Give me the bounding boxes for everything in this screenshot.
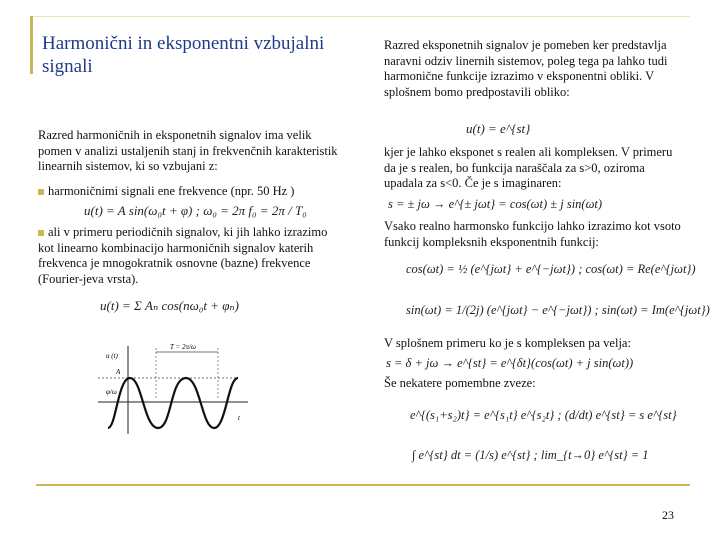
right-formula-exponential: u(t) = e^{st}	[466, 121, 531, 136]
graph-xlabel: t	[238, 414, 240, 422]
left-bullet-1	[38, 184, 353, 200]
right-formula-integral-limit: ∫ e^{st} dt = (1/s) e^{st} ; lim_{t→0} e^{st} = 1	[412, 448, 649, 462]
right-formula-sin: sin(ωt) = 1/(2j) (e^{jωt} − e^{−jωt}) ; sin(ωt) = Im(e^{jωt})	[406, 303, 710, 317]
right-paragraph-5: Še nekatere pomembne zveze:	[384, 376, 536, 390]
left-formula-fourier: u(t) = Σ Aₙ cos(nω₀t + φₙ)	[100, 298, 240, 313]
top-rule	[30, 16, 690, 17]
graph-phase-label: φ/ω	[106, 388, 117, 396]
graph-period-label: T = 2π/ω	[170, 343, 196, 351]
left-formula-harmonic: u(t) = A sin(ω₀t + φ) ; ω₀ = 2π f₀ = 2π / T₀	[84, 203, 307, 218]
right-paragraph-1: Razred eksponetnih signalov je pomeben ker predstavlja naravni odziv linernih sistemov, poleg tega pa lahko tudi harmonične funkcije izrazimo v eksponentni obliki. V splošnem bomo predpostavili obliko:	[384, 38, 668, 99]
right-formula-euler: s = ± jω → e^{± jωt} = cos(ωt) ± j sin(ωt)	[388, 197, 603, 211]
title-accent-bar	[30, 16, 33, 74]
sine-wave-graph	[98, 338, 258, 438]
left-bullet-2-text: ali v primeru periodičnih signalov, ki jih lahko izrazimo kot linearno kombinacijo harmoničnih signalov katerih frekvenca je mnogokratnik osnovne (bazne) frekvence (Fourier-jeva vrsta).	[38, 225, 328, 286]
right-paragraph-3: Vsako realno harmonsko funkcijo lahko izrazimo kot vsoto funkcij kompleksnih eksponentnih funkcij:	[384, 219, 681, 249]
bullet-icon	[38, 189, 44, 195]
right-formula-complex-s: s = δ + jω → e^{st} = e^{δt}(cos(ωt) + j sin(ωt))	[386, 356, 634, 370]
slide-title: Harmonični in eksponentni vzbujalni signali	[42, 33, 325, 77]
graph-ylabel: u (t)	[106, 352, 118, 360]
right-formula-product-derivative: e^{(s₁+s₂)t} = e^{s₁t} e^{s₂t} ; (d/dt) e^{st} = s e^{st}	[410, 408, 677, 422]
left-intro-text: Razred harmoničnih in eksponetnih signalov ima velik pomen v analizi ustaljenih stanj in frekvenčnih karakteristik linearnih sistemov, ki so vzbujani z:	[38, 128, 338, 173]
left-bullet-2	[38, 225, 338, 287]
right-formula-cos: cos(ωt) = ½ (e^{jωt} + e^{−jωt}) ; cos(ωt) = Re(e^{jωt})	[406, 262, 696, 276]
right-paragraph-2: kjer je lahko eksponet s realen ali kompleksen. V primeru da je s realen, bo funkcija naraščala za s>0, oziroma upadala za s<0. Če je s imaginaren:	[384, 145, 673, 190]
graph-amp-label: A	[116, 368, 121, 376]
bullet-icon	[38, 230, 44, 236]
page-number: 23	[662, 508, 674, 522]
right-paragraph-4: V splošnem primeru ko je s kompleksen pa velja:	[384, 336, 631, 350]
footer-rule	[36, 484, 690, 486]
left-bullet-1-text: harmoničnimi signali ene frekvence (npr. 50 Hz )	[48, 184, 295, 198]
